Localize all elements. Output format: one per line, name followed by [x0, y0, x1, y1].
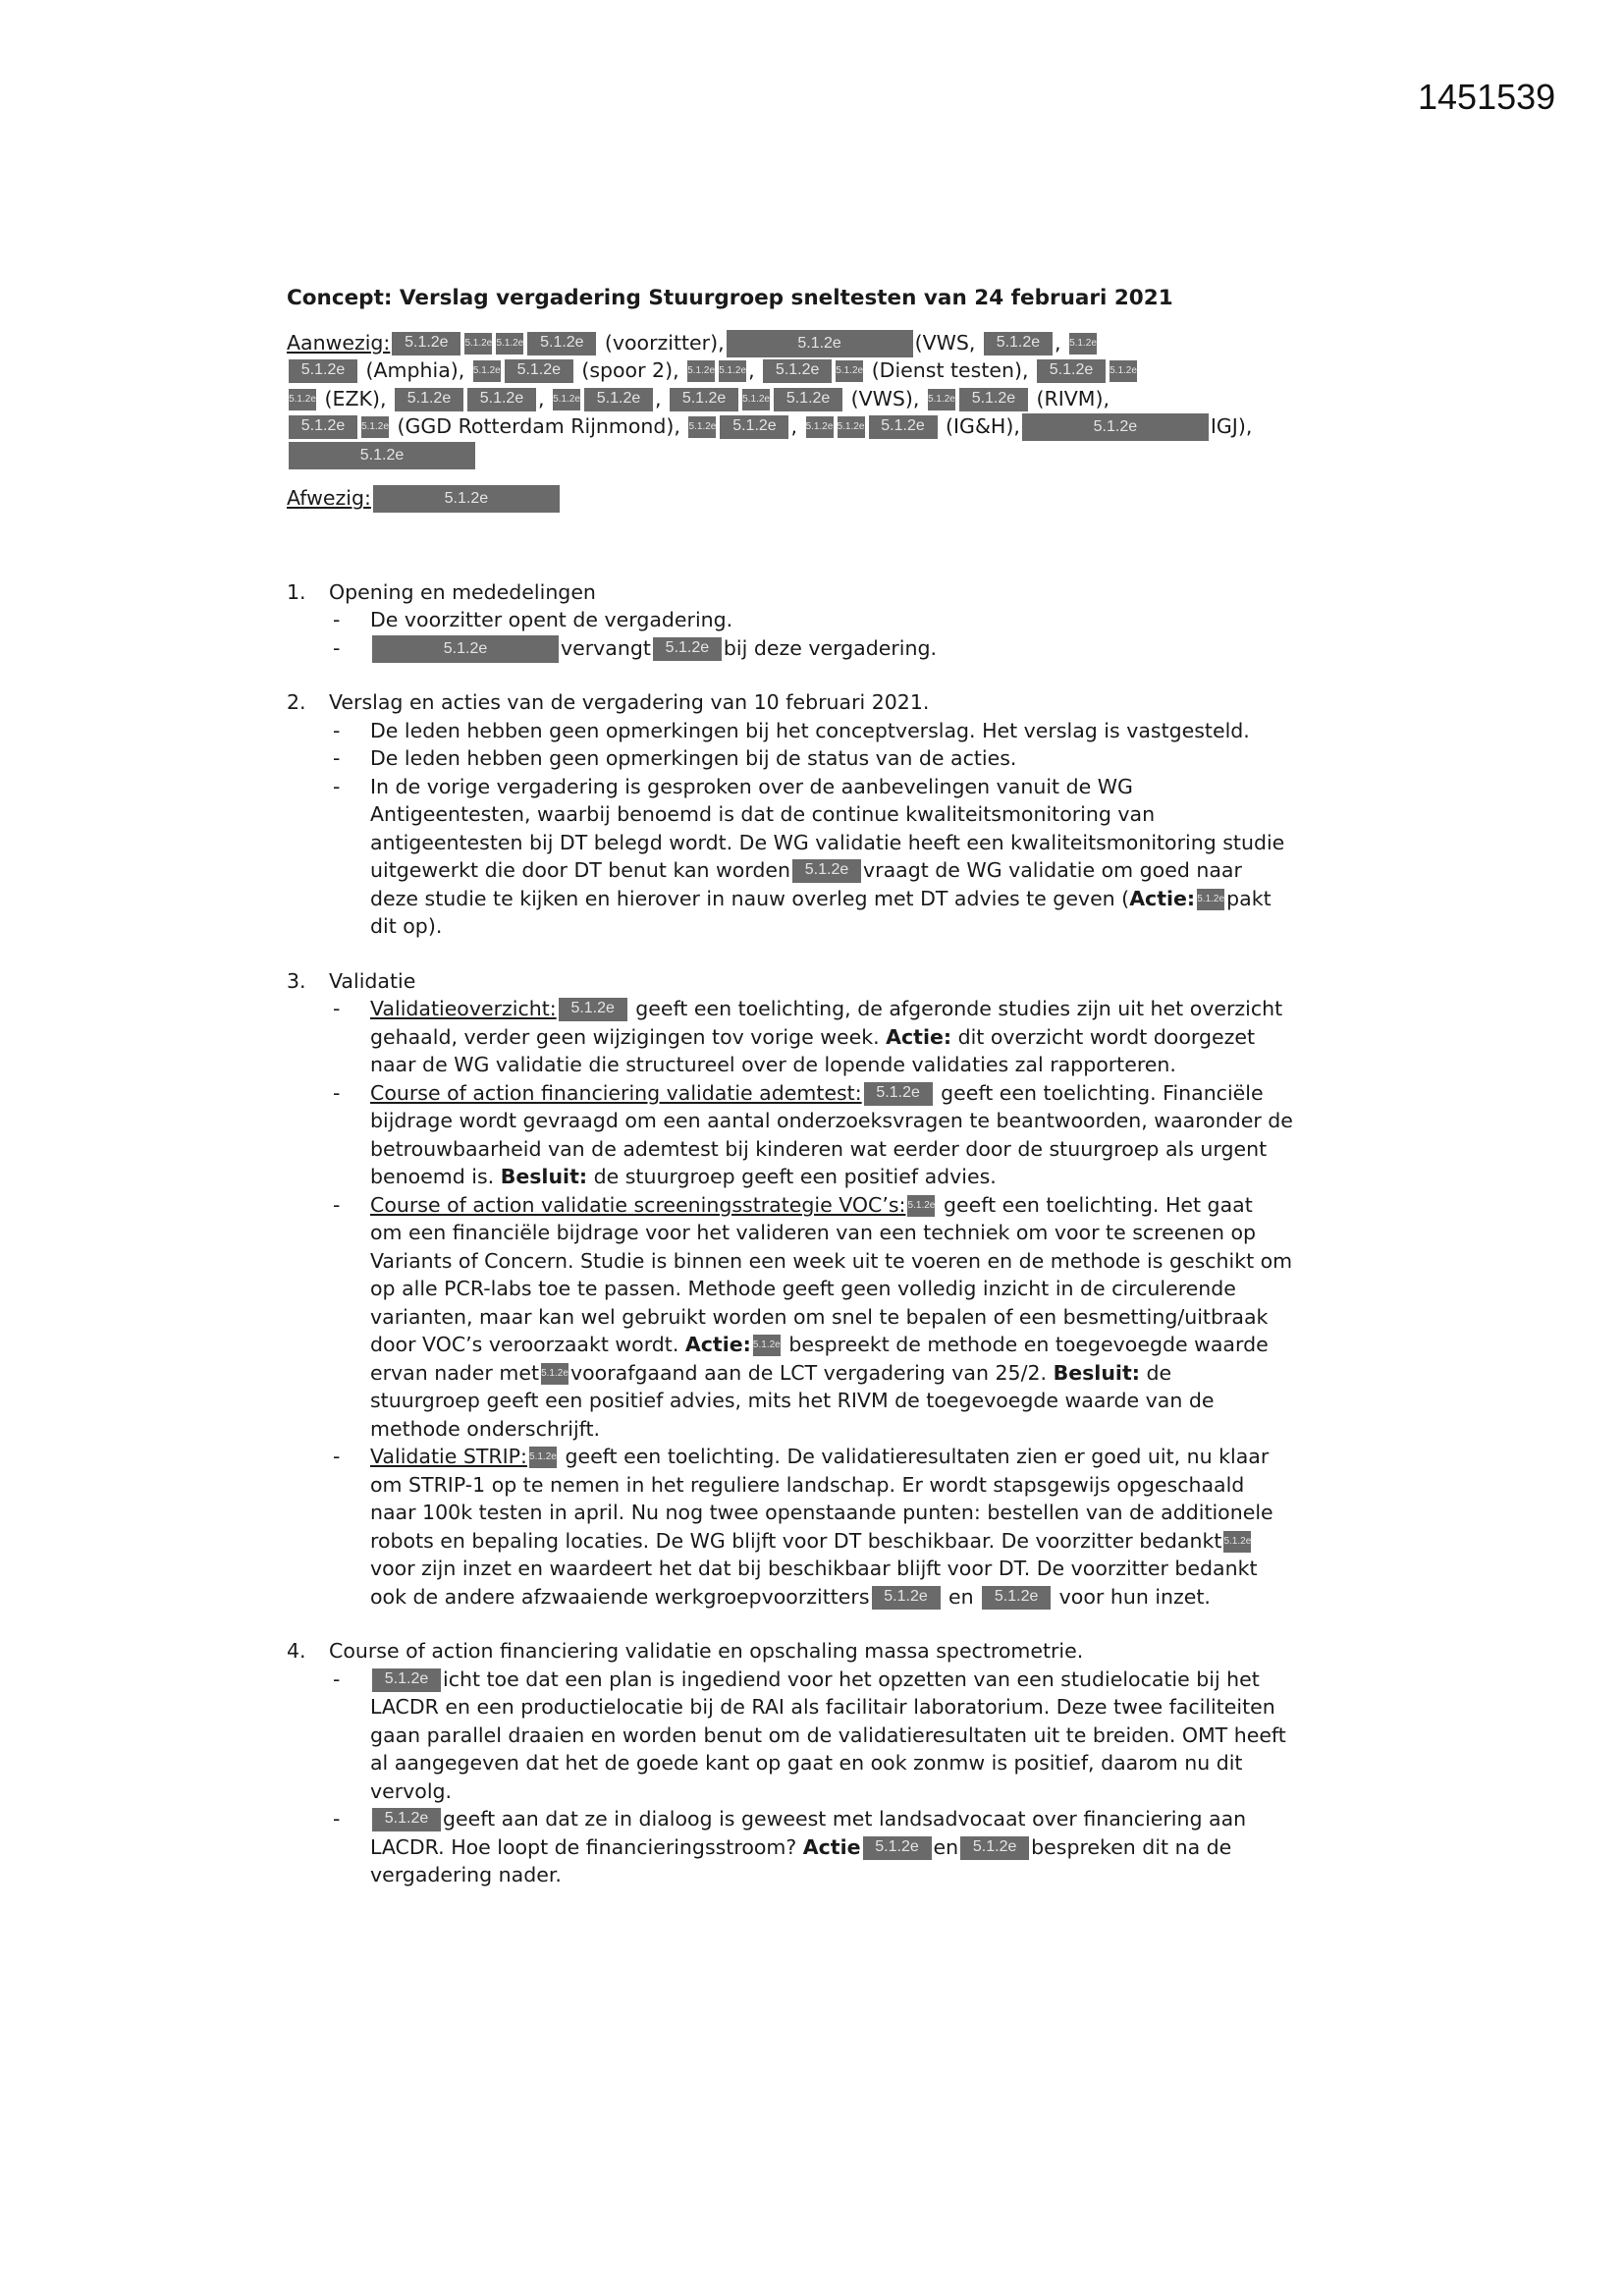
- text: geeft een toelichting. Financiële: [934, 1080, 1264, 1105]
- text: vraagt de WG validatie om goed naar: [863, 858, 1242, 882]
- text-line: [287, 1499, 1377, 1527]
- text: vervolg.: [370, 1778, 453, 1803]
- agenda-sections: [287, 578, 1377, 1889]
- text: en: [933, 1834, 959, 1859]
- text: (RIVM),: [1029, 386, 1110, 410]
- redaction-box: 5.1.2e: [872, 1586, 941, 1610]
- redaction-box: 5.1.2e: [496, 333, 523, 355]
- bullet-dash: -: [333, 774, 341, 798]
- text-line: [287, 1861, 1377, 1889]
- agenda-number: 3.: [287, 968, 306, 993]
- redaction-box: 5.1.2e: [1110, 360, 1137, 382]
- redaction-box: 5.1.2e: [907, 1195, 935, 1217]
- redaction-box: 5.1.2e: [763, 359, 832, 383]
- redaction-box: 5.1.2e: [1197, 889, 1224, 910]
- bold-label: Actie:: [886, 1024, 952, 1049]
- text-line: [287, 1555, 1377, 1583]
- redaction-box: 5.1.2e: [670, 388, 738, 411]
- redaction-box: 5.1.2e: [960, 1836, 1029, 1860]
- text: bespreekt de methode en toegevoegde waarde: [782, 1333, 1269, 1356]
- text: De leden hebben geen opmerkingen bij het conceptverslag. Het verslag is vastgesteld.: [370, 718, 1250, 742]
- text-line: [287, 385, 1377, 413]
- redaction-box: 5.1.2e: [774, 388, 842, 411]
- text: geeft een toelichting. De validatieresultaten zien er goed uit, nu klaar: [558, 1445, 1270, 1468]
- text: naar de WG validatie die structureel over de lopende validaties zal rapporteren.: [370, 1053, 1176, 1076]
- agenda-item: [287, 967, 1377, 1612]
- text-line: [287, 829, 1377, 857]
- redaction-box: 5.1.2e: [1037, 359, 1106, 383]
- text-line: [287, 1163, 1377, 1191]
- agenda-number: 2.: [287, 690, 306, 714]
- text: voor hun inzet.: [1053, 1584, 1211, 1609]
- text-line: [287, 856, 1377, 885]
- text: Antigeentesten, waarbij benoemd is dat de continue kwaliteitsmonitoring van: [370, 802, 1156, 826]
- text: gehaald, verder geen wijzigingen tov vorige week.: [370, 1024, 887, 1049]
- text: (IG&H),: [939, 414, 1020, 438]
- text: en: [942, 1584, 981, 1609]
- text-line: [287, 1471, 1377, 1500]
- text: vergadering nader.: [370, 1863, 562, 1886]
- text: deze studie te kijken en hierover in nauw overleg met DT advies te geven (: [370, 886, 1130, 910]
- text-line: [287, 1693, 1377, 1722]
- text: de: [1139, 1360, 1172, 1385]
- text: (Amphia),: [359, 358, 471, 382]
- text-line: [287, 1833, 1377, 1862]
- text: geeft aan dat ze in dialoog is geweest met landsadvocaat over financiering aan: [443, 1807, 1247, 1831]
- bullet-dash: -: [333, 1807, 341, 1831]
- text: dit op).: [370, 914, 443, 938]
- text: antigeentesten bij DT belegd wordt. De WG validatie heeft een kwaliteitsmonitoring studie: [370, 830, 1285, 854]
- text: naar 100k testen in april. Nu nog twee openstaande punten: bestellen van de additionele: [370, 1501, 1273, 1524]
- text: door VOC’s veroorzaakt wordt.: [370, 1333, 685, 1356]
- redaction-box: 5.1.2e: [1069, 333, 1097, 355]
- redaction-box: 5.1.2e: [392, 332, 460, 355]
- text-line: [287, 1583, 1377, 1612]
- text-line: [287, 995, 1377, 1023]
- text: betrouwbaarheid van de ademtest bij kinderen wat eerder door de stuurgroep als urgent: [370, 1136, 1268, 1161]
- text: (Dienst testen),: [865, 358, 1036, 382]
- bullet-dash: -: [333, 635, 341, 660]
- text: bijdrage wordt gevraagd om een aantal onderzoeksvragen te beantwoorden, waaronder de: [370, 1109, 1293, 1132]
- text-line: [287, 634, 1377, 663]
- bold-label: Besluit:: [1053, 1360, 1140, 1385]
- redaction-box: 5.1.2e: [372, 635, 559, 663]
- bullet-dash: -: [333, 746, 341, 770]
- redaction-box: 5.1.2e: [372, 1668, 441, 1692]
- attendance-present: [287, 329, 1377, 469]
- underlined-label: Validatieoverzicht:: [370, 997, 557, 1020]
- text: bespreken dit na de: [1031, 1834, 1232, 1859]
- text-line: [287, 441, 1377, 469]
- text-line: [287, 717, 1377, 745]
- redaction-box: 5.1.2e: [727, 330, 913, 357]
- redaction-box: 5.1.2e: [928, 389, 955, 410]
- agenda-heading: [287, 967, 1377, 996]
- redaction-box: 5.1.2e: [742, 389, 770, 410]
- agenda-item: [287, 688, 1377, 941]
- text: benoemd is.: [370, 1165, 501, 1188]
- text-line: [287, 1107, 1377, 1135]
- redaction-box: 5.1.2e: [864, 1082, 933, 1106]
- agenda-number: 1.: [287, 579, 306, 604]
- bullet-dash: -: [333, 1080, 341, 1105]
- text: gaan parallel draaien en worden benut om de validatieresultaten uit te breiden. OMT heeft: [370, 1722, 1286, 1747]
- text: (VWS,: [914, 330, 982, 355]
- redaction-box: 5.1.2e: [553, 389, 580, 410]
- redaction-box: 5.1.2e: [687, 360, 715, 382]
- text-line: [287, 1303, 1377, 1332]
- agenda-title: Verslag en acties van de vergadering van 10 februari 2021.: [329, 690, 930, 714]
- text-line: [287, 1079, 1377, 1108]
- text: ,: [790, 414, 804, 438]
- text: om een financiële bijdrage voor het valideren van een techniek om voor te screenen op: [370, 1221, 1257, 1244]
- text: (VWS),: [844, 386, 926, 410]
- text-line: [287, 1722, 1377, 1750]
- text: geeft een toelichting. Het gaat: [937, 1192, 1253, 1217]
- agenda-heading: [287, 578, 1377, 607]
- text-line: [287, 885, 1377, 913]
- redaction-box: 5.1.2e: [373, 485, 560, 513]
- text: ervan nader met: [370, 1360, 539, 1385]
- text: robots en bepaling locaties. De WG blijft voor DT beschikbaar. De voorzitter bedankt: [370, 1528, 1222, 1553]
- text: om STRIP-1 op te nemen in het reguliere landschap. Er wordt stapsgewijs opgeschaald: [370, 1472, 1245, 1497]
- redaction-box: 5.1.2e: [869, 415, 938, 439]
- redaction-box: 5.1.2e: [289, 359, 357, 383]
- bullet-dash: -: [333, 608, 341, 631]
- redaction-box: 5.1.2e: [653, 637, 722, 661]
- redaction-box: 5.1.2e: [464, 333, 492, 355]
- text: (GGD Rotterdam Rijnmond),: [391, 414, 687, 438]
- redaction-box: 5.1.2e: [529, 1447, 557, 1468]
- agenda-number: 4.: [287, 1639, 306, 1663]
- agenda-heading: [287, 1637, 1377, 1666]
- underlined-label: Course of action validatie screeningsstrategie VOC’s:: [370, 1192, 906, 1217]
- text-line: [287, 1387, 1377, 1415]
- text: ook de andere afzwaaiende werkgroepvoorzitters: [370, 1584, 870, 1609]
- text-line: [287, 356, 1377, 385]
- text: In de vorige vergadering is gesproken over de aanbevelingen vanuit de WG: [370, 774, 1133, 798]
- text: uitgewerkt die door DT benut kan worden: [370, 858, 791, 882]
- redaction-box: 5.1.2e: [959, 388, 1028, 411]
- text-line: [287, 1331, 1377, 1359]
- text: stuurgroep geeft een positief advies, mits het RIVM de toegevoegde waarde van de: [370, 1389, 1215, 1412]
- redaction-box: 5.1.2e: [584, 388, 653, 411]
- redaction-box: 5.1.2e: [559, 998, 627, 1021]
- redaction-box: 5.1.2e: [720, 415, 788, 439]
- redaction-box: 5.1.2e: [982, 1586, 1051, 1610]
- text: varianten, maar kan wel gebruikt worden om snel te bepalen of een besmetting/uitbraak: [370, 1304, 1269, 1329]
- redaction-box: 5.1.2e: [289, 442, 475, 469]
- text-line: [287, 744, 1377, 773]
- meeting-minutes: [287, 285, 1377, 1889]
- bold-label: Besluit:: [500, 1165, 588, 1188]
- text-line: [287, 912, 1377, 941]
- text: voor zijn inzet en waardeert het dat bij beschikbaar blijft voor DT. De voorzitter bedankt: [370, 1557, 1258, 1580]
- redaction-box: 5.1.2e: [395, 388, 463, 411]
- text: pakt: [1226, 886, 1272, 910]
- agenda-item: [287, 578, 1377, 663]
- redaction-box: 5.1.2e: [984, 332, 1053, 355]
- text-line: [287, 1275, 1377, 1303]
- text-line: [287, 606, 1377, 634]
- text: De leden hebben geen opmerkingen bij de status van de acties.: [370, 746, 1017, 770]
- redaction-box: 5.1.2e: [289, 389, 316, 410]
- text-line: [287, 1219, 1377, 1247]
- text: ,: [537, 386, 552, 410]
- attendance-absent: [287, 484, 1377, 513]
- text: (voorzitter),: [598, 330, 725, 355]
- text-line: [287, 1359, 1377, 1388]
- text-line: [287, 1051, 1377, 1079]
- text: Variants of Concern. Studie is binnen een week uit te voeren en de methode is geschikt om: [370, 1248, 1293, 1273]
- text-line: [287, 1135, 1377, 1164]
- text-line: [287, 773, 1377, 801]
- text: al aangegeven dat het de goede kant op gaat en ook zonmw is positief, daarom nu dit: [370, 1751, 1243, 1775]
- text-line: [287, 1415, 1377, 1444]
- bullet-dash: -: [333, 1667, 341, 1691]
- redaction-box: 5.1.2e: [863, 1836, 932, 1860]
- text: de stuurgroep geeft een positief advies.: [587, 1165, 997, 1188]
- text-line: [287, 329, 1377, 357]
- text: icht toe dat een plan is ingediend voor het opzetten van een studielocatie bij het: [443, 1667, 1260, 1691]
- text: ,: [1054, 330, 1067, 355]
- text: voorafgaand aan de LCT vergadering van 25/2.: [570, 1360, 1054, 1385]
- text-line: [287, 1749, 1377, 1777]
- redaction-box: 5.1.2e: [719, 360, 746, 382]
- underlined-label: Afwezig:: [287, 486, 371, 510]
- redaction-box: 5.1.2e: [838, 416, 865, 438]
- redaction-box: 5.1.2e: [688, 416, 716, 438]
- bullet-dash: -: [333, 997, 341, 1020]
- agenda-title: Opening en mededelingen: [329, 579, 596, 604]
- text-line: [287, 1666, 1377, 1694]
- text-line: [287, 1527, 1377, 1556]
- redaction-box: 5.1.2e: [372, 1808, 441, 1831]
- underlined-label: Course of action financiering validatie ademtest:: [370, 1080, 862, 1105]
- bullet-dash: -: [333, 1445, 341, 1468]
- text: ,: [748, 358, 762, 382]
- text-line: [287, 1805, 1377, 1833]
- text: LACDR. Hoe loopt de financieringsstroom?: [370, 1834, 803, 1859]
- bold-label: Actie:: [684, 1333, 751, 1356]
- text-line: [287, 800, 1377, 829]
- bullet-dash: -: [333, 1192, 341, 1217]
- document-number: 1451539: [1418, 77, 1556, 117]
- redaction-box: 5.1.2e: [1223, 1531, 1251, 1553]
- agenda-title: Course of action financiering validatie en opschaling massa spectrometrie.: [329, 1639, 1084, 1663]
- redaction-box: 5.1.2e: [361, 416, 389, 438]
- redaction-box: 5.1.2e: [527, 332, 596, 355]
- text: (EZK),: [318, 386, 393, 410]
- text: De voorzitter opent de vergadering.: [370, 608, 733, 631]
- text-line: [287, 1191, 1377, 1220]
- text: IGJ),: [1210, 414, 1253, 438]
- text-line: [287, 1247, 1377, 1276]
- bullet-dash: -: [333, 718, 341, 742]
- redaction-box: 5.1.2e: [505, 359, 573, 383]
- page-title: Concept: Verslag vergadering Stuurgroep sneltesten van 24 februari 2021: [287, 286, 1173, 310]
- text: op alle PCR-labs toe te passen. Methode geeft geen volledig inzicht in de circulerende: [370, 1277, 1236, 1300]
- redaction-box: 5.1.2e: [753, 1335, 781, 1356]
- text-line: [287, 1023, 1377, 1052]
- redaction-box: 5.1.2e: [473, 360, 501, 382]
- redaction-box: 5.1.2e: [836, 360, 863, 382]
- text-line: [287, 412, 1377, 441]
- agenda-heading: [287, 688, 1377, 717]
- underlined-label: Validatie STRIP:: [370, 1445, 527, 1468]
- bold-label: Actie: [802, 1834, 861, 1859]
- underlined-label: Aanwezig:: [287, 330, 391, 355]
- text: vervangt: [561, 635, 651, 660]
- text: geeft een toelichting, de afgeronde studies zijn uit het overzicht: [628, 997, 1283, 1020]
- redaction-box: 5.1.2e: [541, 1363, 568, 1385]
- text-line: [287, 484, 1377, 513]
- text: (spoor 2),: [574, 358, 686, 382]
- text: methode onderschrijft.: [370, 1416, 601, 1441]
- text: LACDR en een productielocatie bij de RAI als facilitair laboratorium. Deze twee faciliteiten: [370, 1695, 1275, 1719]
- redaction-box: 5.1.2e: [792, 859, 861, 883]
- redaction-box: 5.1.2e: [806, 416, 834, 438]
- text: bij deze vergadering.: [723, 635, 938, 660]
- redaction-box: 5.1.2e: [1022, 413, 1209, 441]
- agenda-title: Validatie: [329, 968, 416, 993]
- redaction-box: 5.1.2e: [289, 415, 357, 439]
- text: ,: [655, 386, 669, 410]
- bold-label: Actie:: [1129, 886, 1196, 910]
- text: dit overzicht wordt doorgezet: [951, 1024, 1255, 1049]
- text-line: [287, 1443, 1377, 1471]
- text-line: [287, 1777, 1377, 1806]
- agenda-item: [287, 1637, 1377, 1889]
- redaction-box: 5.1.2e: [467, 388, 536, 411]
